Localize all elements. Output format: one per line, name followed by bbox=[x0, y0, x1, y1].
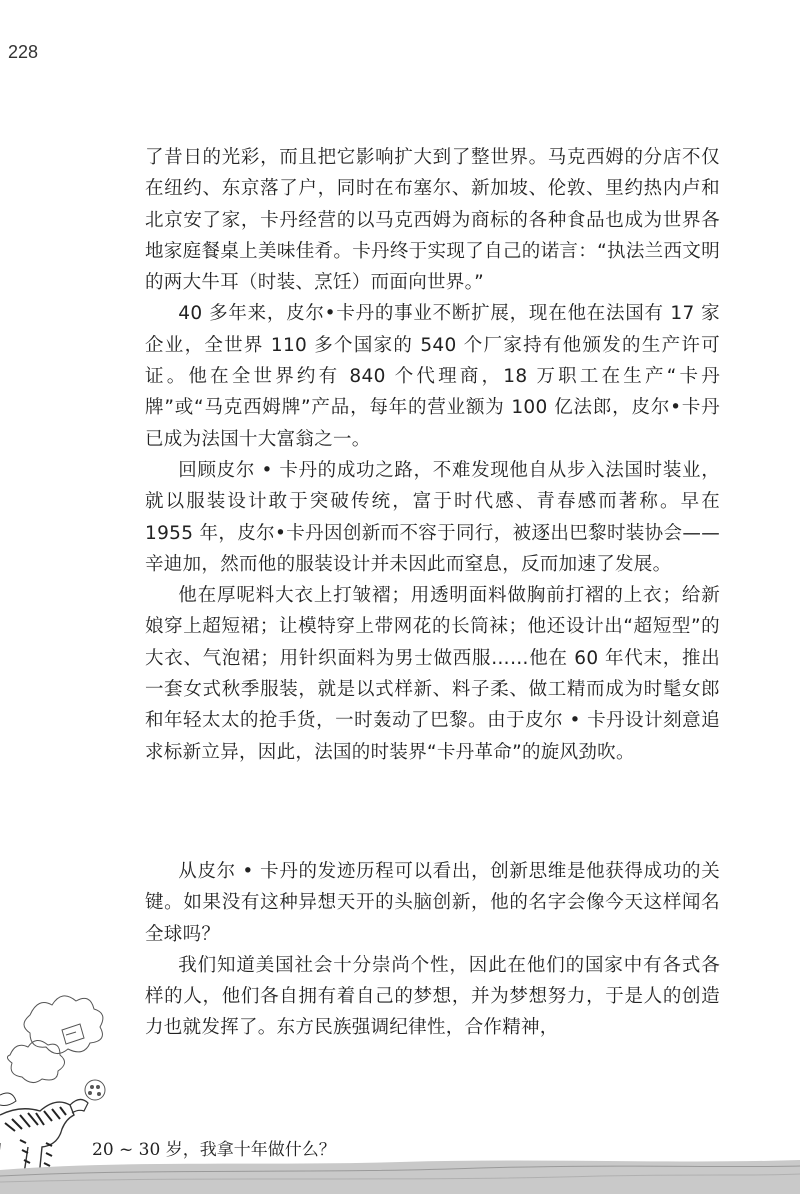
footer-book-title: 20 ~ 30 岁，我拿十年做什么？ bbox=[88, 1135, 340, 1160]
paragraph: 他在厚呢料大衣上打皱褶；用透明面料做胸前打褶的上衣；给新娘穿上超短裙；让模特穿上带网花的长筒袜；他还设计出“超短型”的大衣、气泡裙；用针织面料为男士做西服……他在 60 年代末，推出一套女式秋季服装，就是以式样新、料子柔、做工精而成为时髦女郎和年轻太太的抢手货，一时轰动了巴黎。由于皮尔 • 卡丹设计刻意追求标新立异，因此，法国的时装界“卡丹革命”的旋风劲吹。 bbox=[145, 585, 720, 763]
paragraph: 回顾皮尔 • 卡丹的成功之路，不难发现他自从步入法国时装业，就以服装设计敢于突破传统，富于时代感、青春感而著称。早在 1955 年，皮尔•卡丹因创新而不容于同行，被逐出巴黎时装协会——辛迪加，然而他的服装设计并未因此而窒息，反而加速了发展。 bbox=[145, 459, 720, 575]
paragraph-continuation: 了昔日的光彩，而且把它影响扩大到了整世界。马克西姆的分店不仅在纽约、东京落了户，同时在布塞尔、新加坡、伦敦、里约热内卢和北京安了家，卡丹经营的以马克西姆为商标的各种食品也成为世界各地家庭餐桌上美味佳肴。卡丹终于实现了自己的诺言：“执法兰西文明的两大牛耳（时装、烹饪）而面向世界。” bbox=[145, 147, 720, 294]
page-number: 228 bbox=[8, 42, 39, 62]
body-text-lower bbox=[145, 856, 720, 1044]
paragraph: 我们知道美国社会十分崇尚个性，因此在他们的国家中有各式各样的人，他们各自拥有着自己的梦想，并为梦想努力，于是人的创造力也就发挥了。东方民族强调纪律性，合作精神， bbox=[145, 954, 720, 1039]
paragraph: 40 多年来，皮尔•卡丹的事业不断扩展，现在他在法国有 17 家企业，全世界 110 多个国家的 540 个厂家持有他颁发的生产许可证。他在全世界约有 840 个代理商，18 万职工在生产“卡丹牌”或“马克西姆牌”产品，每年的营业额为 100 亿法郎，皮尔•卡丹已成为法国十大富翁之一。 bbox=[145, 303, 720, 450]
body-text-upper bbox=[145, 142, 720, 768]
paragraph: 从皮尔 • 卡丹的发迹历程可以看出，创新思维是他获得成功的关键。如果没有这种异想天开的头脑创新，他的名字会像今天这样闻名全球吗？ bbox=[145, 861, 720, 945]
